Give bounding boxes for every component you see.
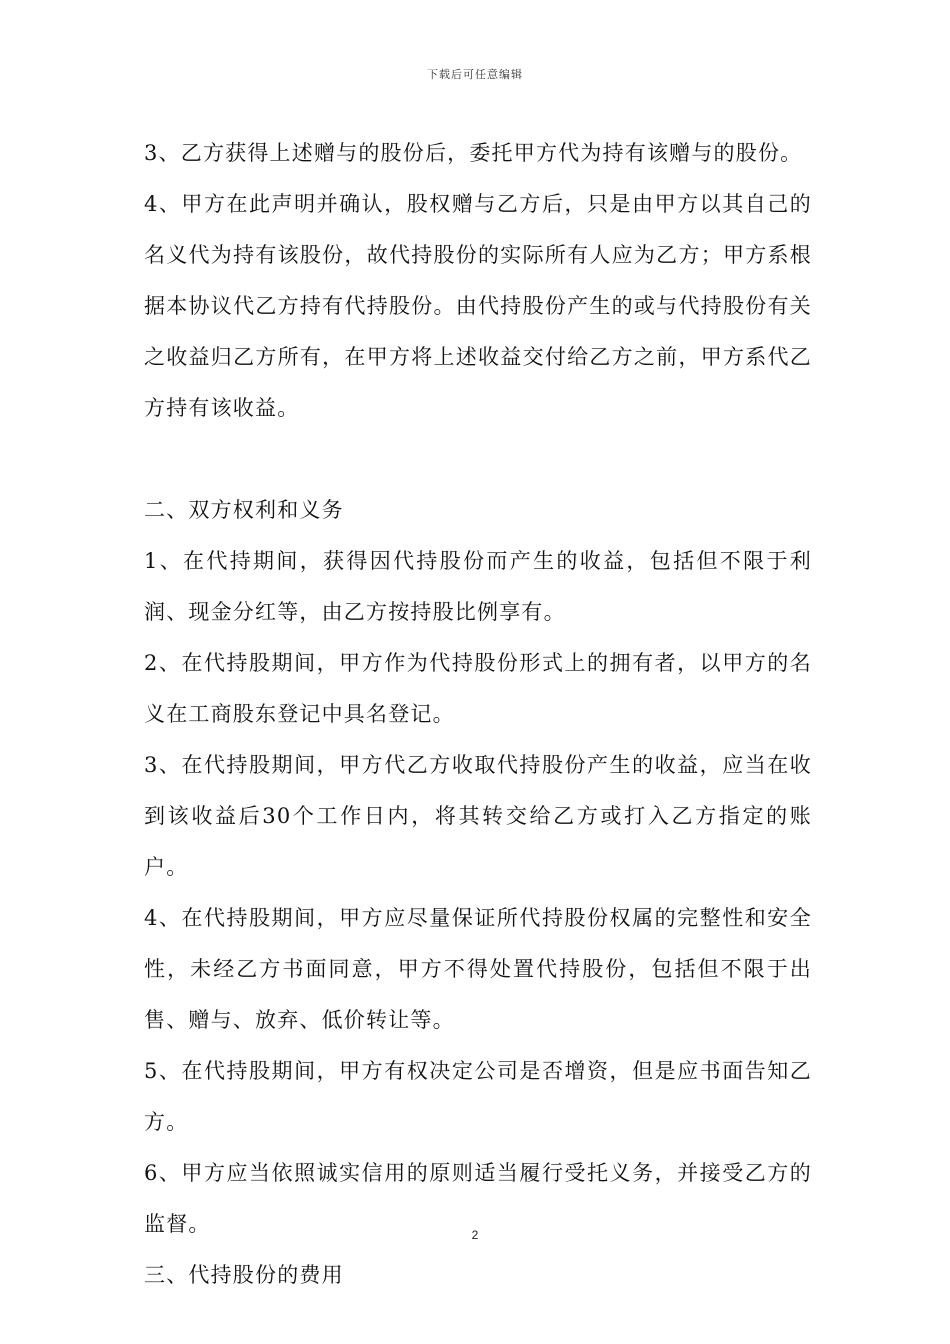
- page-header-note: 下载后可任意编辑: [427, 68, 523, 81]
- clause-2-2: 2、在代持股期间，甲方作为代持股份形式上的拥有者，以甲方的名义在工商股东登记中具名登记。: [144, 651, 812, 726]
- clause-2-6: 6、甲方应当依照诚实信用的原则适当履行受托义务，并接受乙方的监督。: [144, 1161, 812, 1236]
- clause-2-1: 1、在代持期间，获得因代持股份而产生的收益，包括但不限于利润、现金分红等，由乙方按持股比例享有。: [144, 549, 812, 624]
- clause-2-4: 4、在代持股期间，甲方应尽量保证所代持股份权属的完整性和安全性，未经乙方书面同意，甲方不得处置代持股份，包括但不限于出售、赠与、放弃、低价转让等。: [144, 906, 812, 1032]
- page-number: 2: [471, 1228, 479, 1242]
- clause-2-3: 3、在代持股期间，甲方代乙方收取代持股份产生的收益，应当在收到该收益后30个工作日内，将其转交给乙方或打入乙方指定的账户。: [144, 753, 812, 879]
- document-body: [144, 128, 812, 1301]
- clause-1-4: 4、甲方在此声明并确认，股权赠与乙方后，只是由甲方以其自己的名义代为持有该股份，故代持股份的实际所有人应为乙方；甲方系根据本协议代乙方持有代持股份。由代持股份产生的或与代持股份有关之收益归乙方所有，在甲方将上述收益交付给乙方之前，甲方系代乙方持有该收益。: [144, 192, 812, 420]
- clause-1-3: 3、乙方获得上述赠与的股份后，委托甲方代为持有该赠与的股份。: [144, 141, 803, 165]
- section-2-heading: 二、双方权利和义务: [144, 498, 344, 522]
- section-gap: [144, 434, 812, 485]
- section-3-heading: 三、代持股份的费用: [144, 1263, 344, 1287]
- clause-2-5: 5、在代持股期间，甲方有权决定公司是否增资，但是应书面告知乙方。: [144, 1059, 812, 1134]
